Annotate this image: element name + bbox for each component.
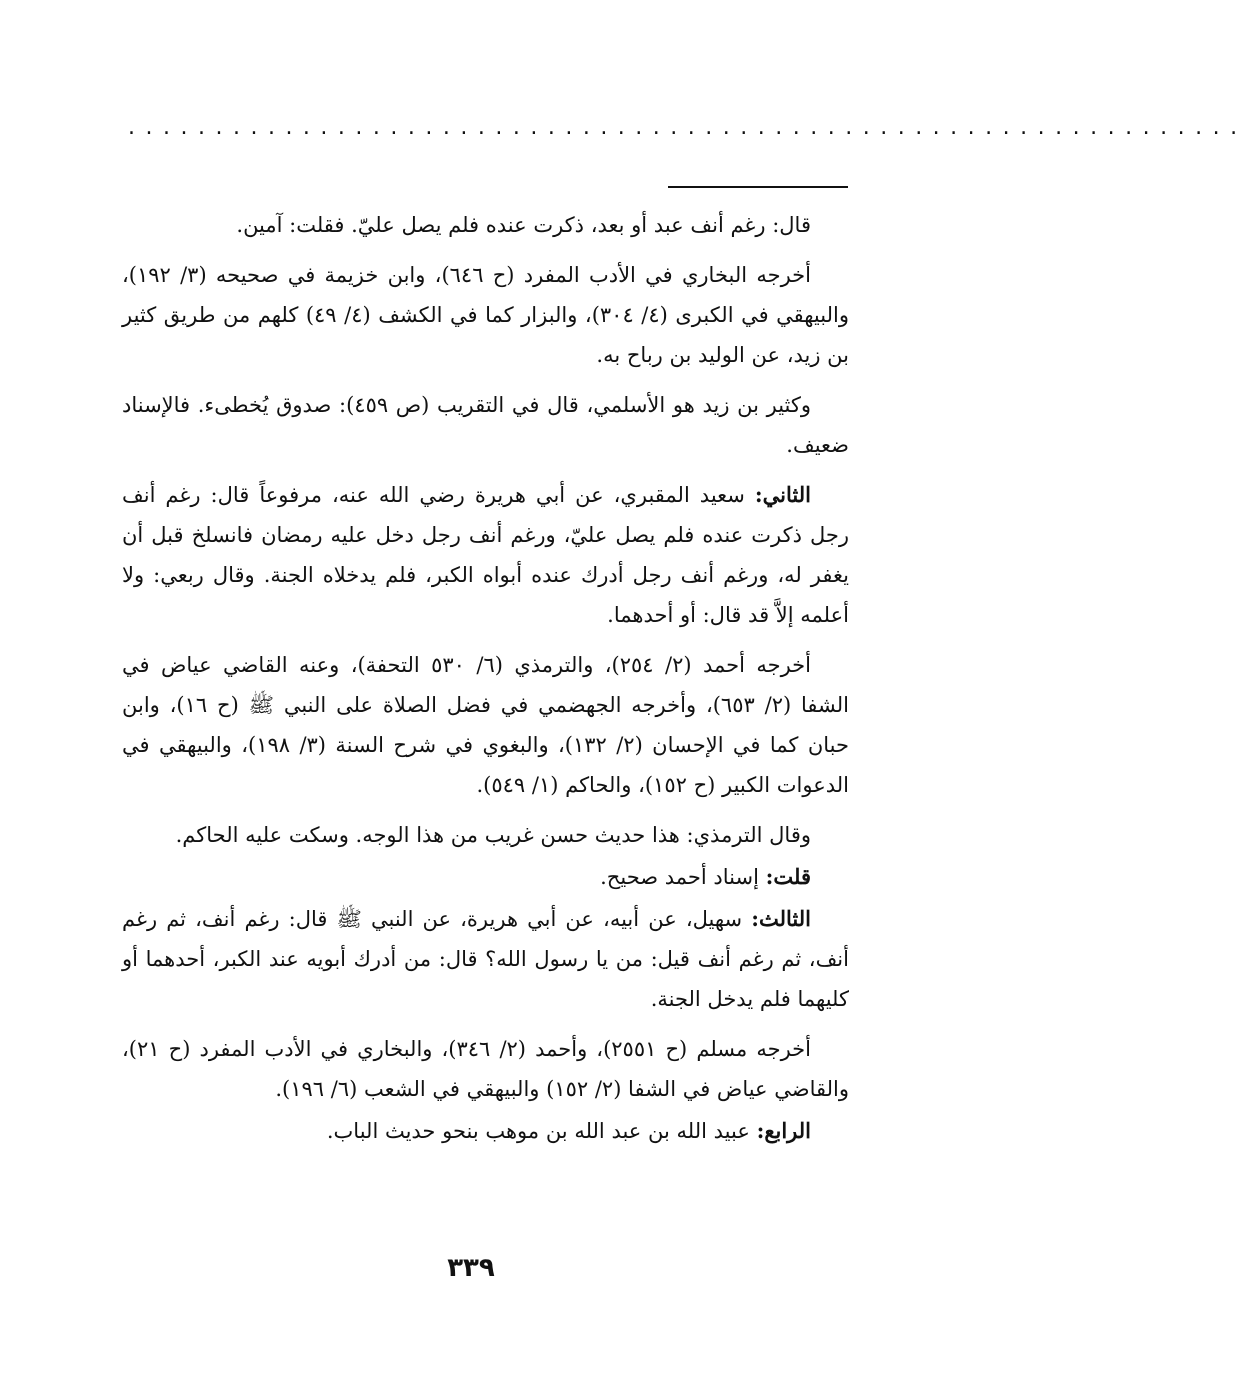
- paragraph-lead: قلت:: [765, 864, 811, 889]
- footnote-separator-line: [668, 186, 848, 188]
- paragraph-text: سعيد المقبري، عن أبي هريرة رضي الله عنه، مرفوعاً قال: رغم أنف رجل ذكرت عنده فلم يصل عليّ، ورغم أنف رجل دخل عليه رمضان فانسلخ قبل أن يغفر له، ورغم أنف رجل أدرك عنده أبواه الكبر، فلم يدخلاه الجنة. وقال ربعي: ولا أعلمه إلاَّ قد قال: أو أحدهما.: [122, 483, 849, 627]
- paragraph-text: عبيد الله بن عبد الله بن موهب بنحو حديث الباب.: [326, 1119, 750, 1143]
- paragraph-lead: الثاني:: [754, 482, 811, 507]
- paragraph-text: سهيل، عن أبيه، عن أبي هريرة، عن النبي ﷺ قال: رغم أنف، ثم رغم أنف، ثم رغم أنف قيل: من يا رسول الله؟ قال: من أدرك أبويه عند الكبر، أحدهما أو كليهما فلم يدخل الجنة.: [122, 907, 849, 1011]
- paragraph-text: أخرجه البخاري في الأدب المفرد (ح ٦٤٦)، وابن خزيمة في صحيحه (٣/ ١٩٢)، والبيهقي في الكبرى (٤/ ٣٠٤)، والبزار كما في الكشف (٤/ ٤٩) كلهم من طريق كثير بن زيد، عن الوليد بن رباح به.: [122, 263, 849, 367]
- paragraph-6: [122, 815, 849, 855]
- paragraph-lead: الرابع:: [756, 1118, 811, 1143]
- paragraph-text: إسناد أحمد صحيح.: [600, 865, 759, 889]
- paragraph-7: [122, 857, 849, 897]
- paragraph-text: أخرجه مسلم (ح ٢٥٥١)، وأحمد (٢/ ٣٤٦)، والبخاري في الأدب المفرد (ح ٢١)، والقاضي عياض في الشفا (٢/ ١٥٢) والبيهقي في الشعب (٦/ ١٩٦).: [122, 1037, 849, 1101]
- paragraph-lead: الثالث:: [751, 906, 811, 931]
- paragraph-5: [122, 645, 849, 805]
- paragraph-1: [122, 205, 849, 245]
- decorative-dot-separator: ................................................................: [128, 115, 1248, 140]
- paragraph-text: وكثير بن زيد هو الأسلمي، قال في التقريب (ص ٤٥٩): صدوق يُخطىء. فالإسناد ضعيف.: [122, 393, 849, 457]
- page-body: [122, 205, 849, 1161]
- paragraph-3: [122, 385, 849, 465]
- paragraph-text: أخرجه أحمد (٢/ ٢٥٤)، والترمذي (٦/ ٥٣٠ التحفة)، وعنه القاضي عياض في الشفا (٢/ ٦٥٣)، وأخرجه الجهضمي في فضل الصلاة على النبي ﷺ (ح ١٦)، وابن حبان كما في الإحسان (٢/ ١٣٢)، والبغوي في شرح السنة (٣/ ١٩٨)، والبيهقي في الدعوات الكبير (ح ١٥٢)، والحاكم (١/ ٥٤٩).: [122, 653, 849, 797]
- paragraph-8: [122, 899, 849, 1019]
- page-number: ٣٣٩: [447, 1253, 495, 1283]
- paragraph-text: قال: رغم أنف عبد أو بعد، ذكرت عنده فلم يصل عليّ. فقلت: آمين.: [236, 213, 811, 237]
- paragraph-text: وقال الترمذي: هذا حديث حسن غريب من هذا الوجه. وسكت عليه الحاكم.: [175, 823, 811, 847]
- paragraph-4: [122, 475, 849, 635]
- paragraph-9: [122, 1029, 849, 1109]
- paragraph-2: [122, 255, 849, 375]
- paragraph-10: [122, 1111, 849, 1151]
